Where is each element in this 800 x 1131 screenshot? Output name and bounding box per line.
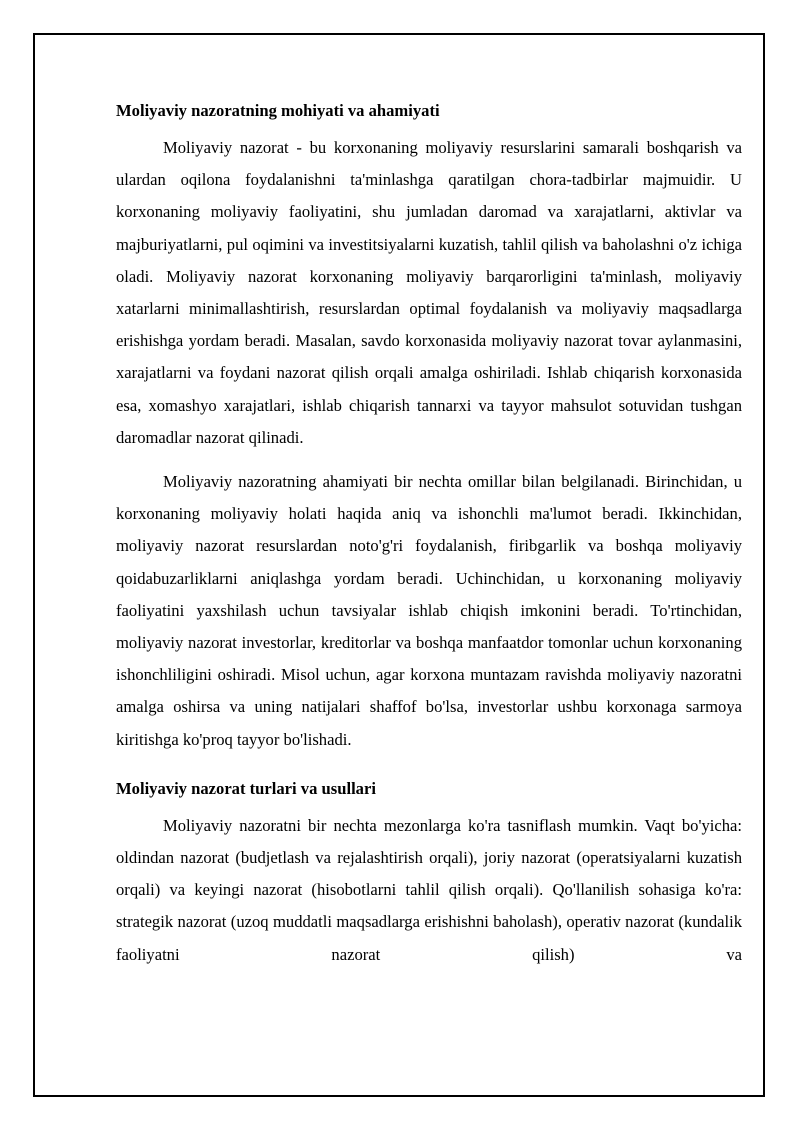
paragraph-definition: Moliyaviy nazorat - bu korxonaning moliyaviy resurslarini samarali boshqarish va ulardan oqilona foydalanishni ta'minlashga qaratilgan chora-tadbirlar majmuidir. U korxonaning moliyaviy faoliyatini, shu jumladan daromad va xarajatlarni, aktivlar va majburiyatlarni, pul oqimini va investitsiyalarni kuzatish, tahlil qilish va baholashni o'z ichiga oladi. Moliyaviy nazorat korxonaning moliyaviy barqarorligini ta'minlash, moliyaviy xatarlarni minimallashtirish, resurslardan optimal foydalanish va moliyaviy maqsadlarga erishishga yordam beradi. Masalan, savdo korxonasida moliyaviy nazorat tovar aylanmasini, xarajatlarni va foydani nazorat qilish orqali amalga oshiriladi. Ishlab chiqarish korxonasida esa, xomashyo xarajatlari, ishlab chiqarish tannarxi va tayyor mahsulot sotuvidan tushgan daromadlar nazorat qilinadi. [116,138,742,447]
document-body [116,98,742,971]
paragraph-importance: Moliyaviy nazoratning ahamiyati bir nechta omillar bilan belgilanadi. Birinchidan, u korxonaning moliyaviy holati haqida aniq va ishonchli ma'lumot beradi. Ikkinchidan, moliyaviy nazorat resurslardan noto'g'ri foydalanish, firibgarlik va boshqa moliyaviy qoidabuzarliklarni aniqlashga yordam beradi. Uchinchidan, u korxonaning moliyaviy faoliyatini yaxshilash uchun tavsiyalar ishlab chiqish imkonini beradi. To'rtinchidan, moliyaviy nazorat investorlar, kreditorlar va boshqa manfaatdor tomonlar uchun korxonaning ishonchliligini oshiradi. Misol uchun, agar korxona muntazam ravishda moliyaviy nazoratni amalga oshirsa va uning natijalari shaffof bo'lsa, investorlar ushbu korxonaga sarmoya kiritishga ko'proq tayyor bo'lishadi. [116,472,742,749]
section-heading-types: Moliyaviy nazorat turlari va usullari [116,778,376,798]
section-heading-essence: Moliyaviy nazoratning mohiyati va ahamiyati [116,101,440,120]
paragraph-classification: Moliyaviy nazoratni bir nechta mezonlarga ko'ra tasniflash mumkin. Vaqt bo'yicha: oldindan nazorat (budjetlash va rejalashtirish orqali), joriy nazorat (operatsiyalarni kuzatish orqali) va keyingi nazorat (hisobotlarni tahlil qilish orqali). Qo'llanilish sohasiga ko'ra: strategik nazorat (uzoq muddatli maqsadlarga erishishni baholash), operativ nazorat (kundalik faoliyatni nazorat qilish) va [116,815,742,964]
